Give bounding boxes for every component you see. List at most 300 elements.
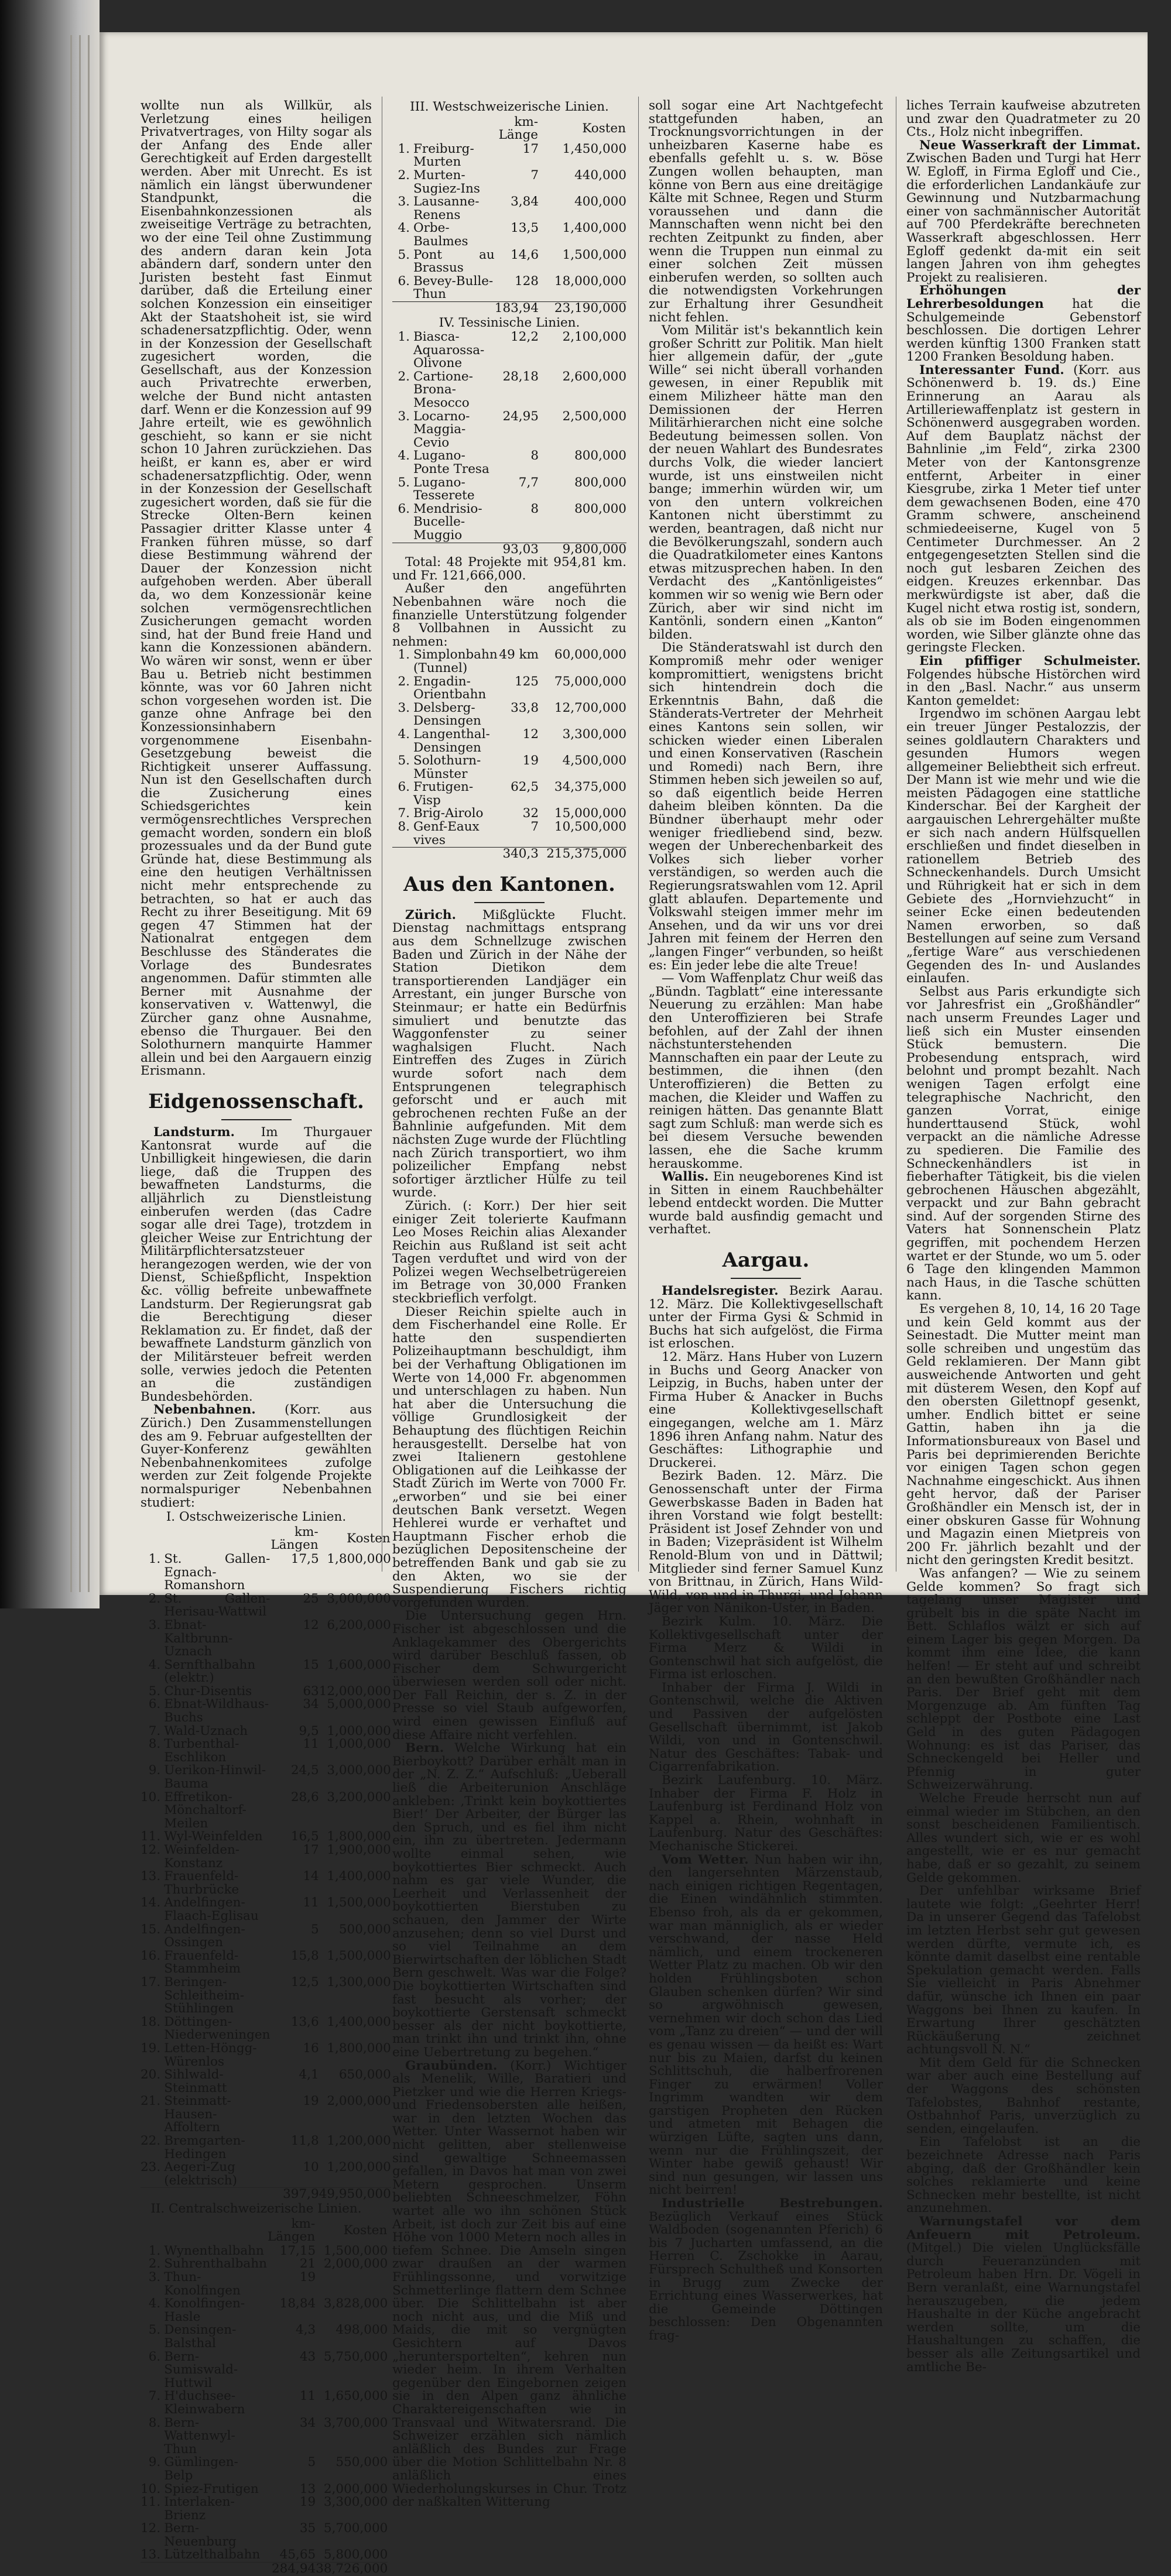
- row-km: 19: [299, 2495, 316, 2510]
- row-number: 7.: [148, 1723, 161, 1738]
- table-row: [392, 781, 626, 807]
- table-row: [141, 1685, 391, 1699]
- article-text: Bezirk Aarau. 12. März. Die Kollektivgesellschaft unter der Firma Gysi & Schmid in Buchs hat sich aufgelöst, die Firma ist erloschen.: [649, 1284, 883, 1352]
- row-number: 12.: [141, 2521, 161, 2536]
- table-row: [392, 728, 626, 754]
- table-row: [141, 1791, 391, 1831]
- row-km: 32: [522, 806, 539, 821]
- row-number: 21.: [141, 2094, 161, 2109]
- row-cost: 1,450,000: [562, 141, 626, 156]
- row-km: 7: [530, 819, 539, 835]
- row-km: 5: [311, 1922, 319, 1937]
- article-head: Neue Wasserkraft der Limmat.: [919, 138, 1141, 153]
- table-row: [141, 2351, 388, 2390]
- railway-name: Wyl-Weinfelden: [164, 1829, 263, 1844]
- row-km: 11: [303, 1737, 319, 1752]
- row-cost: 2,500,000: [562, 409, 626, 424]
- table-row: [141, 1619, 391, 1659]
- railway-table-west: [392, 115, 626, 315]
- row-km: 13: [299, 2481, 316, 2496]
- row-number: 2.: [148, 2256, 161, 2272]
- railway-name: Ebnat-Kaltbrunn-Uznach: [164, 1617, 233, 1659]
- row-km: 13,5: [511, 221, 539, 236]
- article-text: (Korr.) Wichtiger als Menelik, Wille, Baratieri und Pietzker und wie die Herren Kriegs- und Friedensobersten alle heißen, war in den letzten Wochen das Wetter. Unter Wassernot haben wir nicht gelitten, aber stellenweise sind gewaltige Schneemassen gefallen, in Davos hat man von zwei Metern gesprochen. Unserm beliebten Schneeschmelzer, Föhn wartet alle wo ihn schönen Stück Arbeit, ist doch zur Zeit bis auf eine Höhe von 1000 Metern noch alles in tiefem Schnee. Die Amseln singen zwar draußen an der warmen Frühlingssonne, und vorwitzige Schmetterlinge flattern dem Schnee über. Die Schlittelbahn ist aber noch nicht aus, und die Miß und Maids, die mit so vergnügten Gesichtern auf Davos „heruntersportelten“, kehren nun wieder heim. In ihrem Verhalten gegenüber den Eingebornen zeigen sie in den Alpen ganz ähnliche Charaktereigenschaften wie in Transvaal und Witwatersrand. Die Schweizer erzählen sich nämlich anläßlich des Bundes zur Frage über die Motion Schlittelbahn Nr. 8 anläßlich eines Wiederholungskurses in Chur. Trotz der naßkalten Witterung: [392, 2058, 626, 2510]
- railway-name: Brig-Airolo: [413, 806, 484, 821]
- article-paragraph: Welche Freude herrscht nun auf einmal wieder im Stübchen, an den sonst bescheidenen Familientisch. Alles wundert sich, wie er es wohl angestellt, wie er es nur gemacht habe, daß er so gezahlt, zu seinem Gelde gekommen.: [906, 1791, 1141, 1885]
- table-row: [141, 1844, 391, 1870]
- row-cost: 1,900,000: [327, 1843, 391, 1857]
- article-paragraph: [392, 1742, 626, 2059]
- row-cost: 1,500,000: [562, 247, 626, 262]
- row-number: 14.: [141, 1895, 161, 1910]
- railway-table-central: [141, 2217, 388, 2576]
- row-number: 10.: [141, 2481, 161, 2496]
- col-head-km: km-Längen: [271, 1524, 319, 1553]
- table-row: [141, 1976, 391, 2016]
- row-cost: 3,000,000: [327, 1763, 391, 1778]
- row-number: 18.: [141, 2014, 161, 2029]
- article-head: Wallis.: [662, 1169, 709, 1185]
- railway-name: Andelfingen-Ossingen: [164, 1922, 245, 1950]
- row-km: 8: [530, 448, 539, 464]
- row-cost: 1,200,000: [327, 2160, 391, 2175]
- row-number: 3.: [398, 409, 410, 424]
- row-number: 3.: [148, 2270, 161, 2285]
- newspaper-page: [100, 32, 1148, 2576]
- article-text: (Korr. aus Schönenwerd b. 19. ds.) Eine Erinnerung an Aarau als Artilleriewaffenplatz ist gestern in Schönenwerd ausgegraben worden. Auf dem Bauplatz nächst der Bahnlinie „im Feld“, zirka 2300 Meter von der Kantonsgrenze entfernt, Arbeiter in einer Kiesgrube, zirka 1 Meter tief unter dem gewachsenen Boden, eine 470 Gramm schwere, anscheinend schmiedeeiserne, Kugel von 5 Centimeter Durchmesser. An 2 entgegengesetzten Stellen sind die noch gut lesbaren Zeichen des eidgen. Kreuzes erkennbar. Das merkwürdigste ist aber, daß die Kugel nicht etwa rostig ist, sondern, als ob sie im Boden eingenommen worden, wie Silber glänzte ohne das geringste Flecken.: [906, 362, 1141, 656]
- railway-name: Beringen-Schleitheim-Stühlingen: [164, 1974, 245, 2016]
- railway-name: Spiez-Frutigen: [164, 2481, 259, 2496]
- railway-name: Suhrenthalbahn: [164, 2256, 267, 2272]
- row-cost: 1,800,000: [327, 1829, 391, 1844]
- table-row: [392, 331, 626, 371]
- table-row: [141, 2522, 388, 2548]
- row-cost: 1,200,000: [327, 2133, 391, 2149]
- row-cost: 10,500,000: [554, 819, 626, 835]
- railway-table-vollbahnen: [392, 649, 626, 861]
- row-cost: 1,400,000: [327, 1869, 391, 1884]
- railway-name: Turbenthal-Eschlikon: [164, 1737, 239, 1765]
- row-cost: 2,000,000: [323, 2256, 388, 2272]
- table-sum-row: 93,03 9,800,000: [392, 543, 626, 556]
- railway-name: Frauenfeld-Thurbrücke: [164, 1869, 239, 1897]
- railway-name: Lugano-Tesserete: [413, 475, 475, 503]
- row-number: 1.: [398, 141, 410, 156]
- article-paragraph: Die Ständeratswahl ist durch den Kompromiß mehr oder weniger kompromittiert, wenigstens bricht sich hintendrein doch die Erkenntnis Bahn, daß die Ständerats-Vertreter der Mehrheit eines Kantons sein sollen, wir schicken wieder einen Liberalen und einen Konservativen (Raschein und Romedi) nach Bern, ihre Stimmen heben sich jeweilen so auf, so daß eigentlich beide Herren daheim bleiben könnten. Da die Bündner überhaupt mehr oder weniger friedliebend sind, bezw. wegen der Unberechenbarkeit des Volkes sich lieber vorher verständigen, so werden auch die Regierungsratswahlen vom 12. April glatt ablaufen. Departemente und Volkswahl steigen immer mehr im Ansehen, und da wir uns vor drei Jahren mit feinem der Herren den „langen Finger“ verbunden, so heißt es: Ein jeder lebe die alte Treue!: [649, 640, 883, 973]
- article-paragraph: soll sogar eine Art Nachtgefecht stattgefunden haben, an Trocknungsvorrichtungen in der unheizbaren Kaserne habe es ebenfalls gefehlt u. s. w. Böse Zungen wollen behaupten, man könne von Bern aus eine dreitägige Kälte mit Schnee, Regen und Sturm voraussehen und dann die Mannschaften wenn nicht bei den rechten Zeitpunkt zu finden, aber wenn die Truppen nun einmal zu einer solchen Zeit müssen einberufen werden, so sollten auch die notwendigsten Vorkehrungen zur Erhaltung ihrer Gesundheit nicht fehlen.: [649, 98, 883, 325]
- railway-name: Cartione-Brona-Mesocco: [413, 369, 473, 411]
- row-number: 1.: [398, 647, 410, 663]
- row-number: 6.: [398, 273, 410, 289]
- col-head-km: km-Länge: [498, 114, 538, 143]
- railway-name: Locarno-Maggia-Cevio: [413, 409, 470, 450]
- article-paragraph: Es vergehen 8, 10, 14, 16 20 Tage und kein Geld kommt aus der Seinestadt. Die Mutter meint man solle schreiben und ungestüm das Geld reklamieren. Der Mann gibt ausweichende Antworten und geht mit düsterem Wesen, den Kopf auf den obersten Gilettnopf gesenkt, umher. Endlich bittet er seine Gattin, haben ihn ja die Informationsbureaux von Basel und Paris bei deprimierenden Berichte vor einigen Tagen schon gegen Nachnahme eingeschickt. Aus ihnen geht hervor, daß der Pariser Großhändler ein Mensch ist, der in einer obskuren Gasse für Wohnung und Magazin einen Mietpreis von 200 Fr. jährlich bezahlt und der nicht den geringsten Kredit besitzt.: [906, 1302, 1141, 1568]
- table-row: [141, 1738, 391, 1764]
- railway-name: Bern-Sumiswald-Huttwil: [164, 2349, 238, 2390]
- table-sum-row: 340,3 215,375,000: [392, 848, 626, 861]
- row-km: 14: [303, 1869, 319, 1884]
- row-number: 12.: [141, 1843, 161, 1857]
- row-km: 24,5: [290, 1763, 319, 1778]
- railway-name: Bern-Wattenwyl-Thun: [164, 2415, 235, 2457]
- row-cost: 2,000,000: [327, 2094, 391, 2109]
- table-row: [392, 702, 626, 728]
- article-paragraph: Dieser Reichin spielte auch in dem Fischerhandel eine Rolle. Er hatte den suspendierten Polizeihauptmann beschuldigt, ihm bei der Verhaftung Obligationen im Werte von 14,000 Fr. abgenommen und unterschlagen zu haben. Nun hat aber die Untersuchung die völlige Grundlosigkeit der Behauptung des flüchtigen Reichin herausgestellt. Derselbe hat von zwei Italienern gestohlene Obligationen auf die Leihkasse der Stadt Zürich im Werte von 7000 Fr. „erworben“ und sie bei einer deutschen Bank versetzt. Wegen Hehlerei wurde er verhaftet und Hauptmann Fischer erhob die bezüglichen Depositenscheine der betreffenden Bank und gab sie zu den Akten, wo sie der Suspendierung Fischers richtig vorgefunden wurden.: [392, 1304, 626, 1610]
- railway-name: Thun-Konolfingen: [164, 2270, 241, 2298]
- row-number: 22.: [141, 2133, 161, 2149]
- article-text: Ein neugeborenes Kind ist in Sitten in einem Rauchbehälter lebend entdeckt worden. Die Mutter wurde bald ausfindig gemacht und verhaftet.: [649, 1169, 884, 1237]
- row-km: 25: [303, 1591, 319, 1606]
- article-paragraph: [649, 1285, 883, 1351]
- railway-name: Orbe-Baulmes: [413, 221, 468, 249]
- article-paragraph: Vom Militär ist's bekanntlich kein großer Schritt zur Politik. Man hielt hier allgemein dafür, der „gute Wille“ sei nicht überall vorhanden gewesen, in einer Republik mit einem Milizheer hätte man den Demissionen der Herren Militärhierarchen nicht eine solche Bedeutung beimessen sollen. Von der neuen Wahlart des Bundesrates durchs Volk, die wieder lanciert wurde, ist uns einstweilen nicht bange; immerhin würden wir, um von den untern volkreichen Kantonen nicht überstimmt zu werden, beantragen, daß nicht nur die Bevölkerungszahl, sondern auch die Quadratkilometer eines Kantons etwas mitzusprechen haben. In den Verdacht des „Kantönligeistes“ kommen wir so wenig wie Bern oder Zürich, aber wir sind nicht im Kantönli, sondern einen „Kanton“ bilden.: [649, 323, 883, 642]
- col-head-cost: Kosten: [347, 1531, 391, 1546]
- article-text: Zwischen Baden und Turgi hat Herr W. Egloff, in Firma Egloff und Cie., die erforderlichen Landankäufe zur Gewinnung und Nutzbarmachung einer von sachmännischer Autorität auf 700 Pferdekräfte berechneten Wasserkraft abgeschlossen. Herr Egloff gedenkt da-mit ein seit langen Jahren von ihm gehegtes Projekt zu realisieren.: [906, 151, 1141, 285]
- row-number: 6.: [148, 2349, 161, 2364]
- row-cost: 1,000,000: [327, 1737, 391, 1752]
- row-cost: 60,000,000: [554, 647, 626, 663]
- table-row: [392, 476, 626, 503]
- row-km: 12: [303, 1617, 319, 1632]
- row-cost: 3,828,000: [323, 2296, 388, 2311]
- article-head: Handelsregister.: [662, 1284, 779, 1299]
- row-cost: 34,375,000: [554, 780, 626, 795]
- section-rule: [474, 902, 545, 903]
- row-km: 49 km: [499, 647, 539, 663]
- row-cost: 1,500,000: [323, 2243, 388, 2258]
- article-paragraph: Die Untersuchung gegen Hrn. Fischer ist abgeschlossen und die Anklagekammer des Obergerichts wird darüber Beschluß fassen, ob Fischer dem Schwurgericht überwiesen werden soll oder nicht. Der Fall Reichin, der s. Z. in der Presse so viel Staub aufgeworfen, wird einen gewissen Einfluß auf diese Affaire nicht verfehlen.: [392, 1608, 626, 1743]
- table-title: II. Centralschweizerische Linien.: [150, 2201, 362, 2217]
- table-row: [141, 2016, 391, 2042]
- article-paragraph: [141, 1126, 372, 1404]
- railway-name: Chur-Disentis: [164, 1683, 252, 1699]
- row-km: 15,8: [290, 1948, 319, 1963]
- article-paragraph: [649, 1854, 883, 2197]
- table-row: [141, 1698, 391, 1724]
- table-row: [141, 2324, 388, 2350]
- row-number: 5.: [398, 475, 410, 490]
- article-paragraph: Bezirk Baden. 12. März. Die Genossenschaft unter der Firma Gewerbskasse Baden in Baden hat ihren Vorstand wie folgt bestellt: Präsident ist Josef Zehnder von und in Baden; Vizepräsident ist Wilhelm Renold-Blum von und in Dättwil; Mitglieder sind ferner Samuel Kunz von Brittnau, in Zürich, Hans Wild-Wild, von und in Thurgi, und Johann Jäger von Nänikon-Uster, in Baden.: [649, 1469, 883, 1616]
- railway-name: Lützelthalbahn: [164, 2547, 261, 2563]
- railway-name: Effretikon-Mönchaltorf-Meilen: [164, 1789, 246, 1831]
- section-heading-kantone: Aus den Kantonen.: [403, 872, 615, 896]
- row-number: 5.: [148, 1683, 161, 1699]
- table-row: [141, 2095, 391, 2135]
- table-row: [392, 169, 626, 195]
- article-paragraph: [906, 655, 1141, 708]
- table-row: [141, 1553, 391, 1593]
- table-row: [392, 275, 626, 302]
- row-number: 4.: [398, 448, 410, 464]
- railway-name: Mendrisio-Bucelle-Muggio: [413, 501, 482, 543]
- article-paragraph: Bezirk Laufenburg. 10. März. Inhaber der Firma F. Holz in Laufenburg ist Ferdinand Holz von Kappel a. Rhein, wohnhaft in Laufenburg. Natur des Geschäftes: Mechanische Stickerei.: [649, 1773, 883, 1854]
- row-km: 17,15: [279, 2243, 316, 2258]
- row-cost: 5,800,000: [323, 2547, 388, 2563]
- row-number: 2.: [398, 369, 410, 384]
- railway-name: Wynenthalbahn: [164, 2243, 264, 2258]
- article-paragraph: Mit dem Geld für die Schnecken war aber auch eine Bestellung auf der Waggons des schönsten Tafelobstes, Bahnhof restante, Ostbahnhof Paris, unverzüglich zu senden, eingelaufen.: [906, 2055, 1141, 2136]
- row-number: 8.: [398, 819, 410, 835]
- row-number: 6.: [398, 780, 410, 795]
- railway-name: Pont au Brassus: [413, 247, 495, 276]
- table-row: [392, 410, 626, 450]
- row-cost: 1,400,000: [562, 221, 626, 236]
- row-number: 7.: [398, 806, 410, 821]
- row-cost: 498,000: [335, 2323, 388, 2338]
- railway-name: St. Gallen-Egnach-Romanshorn: [164, 1551, 271, 1593]
- column-2: [392, 100, 626, 2509]
- row-cost: 75,000,000: [554, 674, 626, 689]
- row-number: 1.: [148, 1551, 161, 1566]
- row-cost: 15,000,000: [554, 806, 626, 821]
- row-km: 62,5: [511, 780, 539, 795]
- article-head: Zürich.: [405, 907, 457, 922]
- railway-name: Andelfingen-Flaach-Eglisau: [164, 1895, 259, 1923]
- page-stack-line: [70, 35, 72, 1592]
- row-km: 11,8: [290, 2133, 319, 2149]
- railway-name: Langenthal-Densingen: [413, 726, 490, 755]
- row-km: 12,2: [511, 330, 539, 345]
- row-cost: 5,000,000: [327, 1697, 391, 1712]
- row-cost: 1,650,000: [323, 2389, 388, 2404]
- article-paragraph: Irgendwo im schönen Aargau lebt ein treuer Jünger Pestalozzis, der seines goldlautern Charakters und gesunden Humors wegen allgemeiner Beliebtheit sich erfreut. Der Mann ist wie mehr und wie die meisten Pädagogen eine stattliche Kinderschar. Bei der Kargheit der aargauischen Lehrergehälter mußte er sich nach andern Hülfsquellen erschließen und findet dieselben in rationellem Betrieb des Schneckenhandels. Durch Umsicht und Rührigkeit hat er sich in dem Gebiete des „Hornviehzucht“ in seiner Ecke einen bedeutenden Namen erworben, so daß Bestellungen auf seine zum Versand „fertige Ware“ aus verschiedenen Gegenden des In- und Auslandes einlaufen.: [906, 706, 1141, 986]
- row-number: 6.: [148, 1697, 161, 1712]
- table-row: [392, 503, 626, 543]
- table-title: I. Ostschweizerische Linien.: [166, 1510, 347, 1525]
- row-number: 16.: [141, 1948, 161, 1963]
- railway-name: Engadin-Orientbahn: [413, 674, 487, 702]
- row-cost: 500,000: [338, 1922, 391, 1937]
- section-heading-eidgenossenschaft: Eidgenossenschaft.: [148, 1089, 364, 1113]
- article-paragraph: Ein Tafelobst ist an die bezeichnete Adresse nach Paris abging, daß der Großhändler kein solches reklamierte und keine Schnecken mehr bestellte, ist nicht anzunehmen.: [906, 2135, 1141, 2216]
- table-row: [141, 2069, 391, 2095]
- railway-name: St. Gallen-Herisau-Wattwil: [164, 1591, 271, 1620]
- table-row: [392, 807, 626, 821]
- row-cost: 4,500,000: [562, 753, 626, 769]
- row-cost: 3,300,000: [323, 2495, 388, 2510]
- row-km: 17: [522, 141, 539, 156]
- railway-name: Densingen-Balsthal: [164, 2323, 237, 2351]
- row-km: 33,8: [511, 700, 539, 715]
- railway-name: Biasca-Aquarossa-Olivone: [413, 330, 485, 371]
- row-km: 5: [307, 2455, 316, 2470]
- table-row: [392, 249, 626, 275]
- article-paragraph: Selbst aus Paris erkundigte sich vor Jahresfrist ein „Großhändler“ nach unserm Freundes Lager und ließ sich ein Muster einsenden Stück bemustern. Die Probesendung entsprach, wird belohnt und prompt bezahlt. Nach wenigen Tagen erfolgt eine telegraphische Nachricht, den ganzen Vorrat, einige hunderttausend Stück, wohl verpackt an die nämliche Adresse zu spedieren. Die Familie des Schneckenhändlers ist in fieberhafter Tätigkeit, bis die vielen gebrochenen Häuschen abgezählt, verpackt und zur Bahn gebracht sind. Auf der sorgenden Stirne des Vaters hat Sonnenschein Platz gegriffen, mit pochendem Herzen wartet er der Stunde, wo um 5. oder 6 Tage den klingenden Mammon nach Haus, in die Tasche schütten kann.: [906, 984, 1141, 1304]
- article-head: Warnungstafel vor dem Anfeuern mit Petroleum.: [906, 2214, 1141, 2242]
- row-km: 8: [530, 501, 539, 516]
- railway-name: Lugano-Ponte Tresa: [413, 448, 489, 477]
- article-paragraph: wollte nun als Willkür, als Verletzung eines heiligen Privatvertrages, von Hilty sogar als der Anfang des Ende aller Gerechtigkeit auf Erden dargestellt werden. Aber mit Unrecht. Es ist nämlich ein längst überwundener Standpunkt, die Eisenbahnkonzessionen als zweiseitige Verträge zu betrachten, wo der eine Teil ohne Zustimmung des andern daran kein Jota abändern darf, sondern unter den Juristen besteht fast Einmut darüber, daß die Erteilung einer solchen Konzession ein einseitiger Akt der Staatshoheit ist, sie wird schadenersatzpflichtig. Oder, wenn in der Konzession der Gesellschaft zugesichert worden, die Gesellschaft, aus der Konzession auch Privatrechte erwerben, welche der Bund nicht antasten darf. Wenn er die Konzession auf 99 Jahre erteilt, wie es gewöhnlich geschieht, so kann er sie nicht schon 10 Jahren zurückziehen. Das heißt, er kann es, aber er wird schadenersatzpflichtig. Oder, wenn in der Konzession der Gesellschaft zugesichert worden, daß sie für die Strecke Olten-Bern keinen Passagier dritter Klasse unter 4 Franken führen müsse, so darf diese Bestimmung während der Dauer der Konzession nicht aufgehoben werden. Aber überall da, wo dem Konzessionär keine solchen vermögensrechtlichen Zusicherungen gemacht worden sind, hat der Bund freie Hand und kann die Konzessionen abändern. Wo wären wir sonst, wenn er über Bau u. Betrieb nicht bestimmen könnte, was vor 60 Jahren nicht schon vorgesehen worden ist. Die ganze ohne Anfrage bei den Konzessionsinhabern vorgenommene Eisenbahn-Gesetzgebung beweist die Richtigkeit unserer Auffassung. Nun ist den Gesellschaften durch die Zusicherung eines Schiedsgerichtes kein vermögensrechtliches Versprechen gemacht worden, sondern ein bloß prozessuales und da der Bund gute Gründe hat, diese Bestimmung als eine den heutigen Verhältnissen nicht mehr entsprechende zu betrachten, so hat er auch das Recht zu ihrer Beseitigung. Mit 69 gegen 47 Stimmen hat der Nationalrat entgegen dem Beschlusse des Ständerates die Vorlage des Bundesrates angenommen. Dafür stimmten alle Berner mit Ausnahme der konservativen v. Wattenwyl, die Zürcher ganz ohne Ausnahme, ebenso die Thurgauer. Bei den Solothurnern manquirte Hammer allein und bei den Aargauern einzig Erismann.: [141, 98, 372, 1079]
- row-number: 4.: [398, 726, 410, 742]
- section-heading-aargau: Aargau.: [722, 1248, 810, 1272]
- railway-name: Frutigen-Visp: [413, 780, 474, 808]
- row-number: 1.: [148, 2243, 161, 2258]
- row-cost: 800,000: [574, 475, 626, 490]
- article-paragraph: [649, 2197, 883, 2343]
- col-head-km: km-Längen: [267, 2216, 316, 2245]
- table-row: [392, 222, 626, 248]
- row-number: 6.: [398, 501, 410, 516]
- table-row: [141, 2456, 388, 2482]
- row-cost: 12,700,000: [554, 700, 626, 715]
- railway-name: Delsberg-Densingen: [413, 700, 481, 729]
- row-number: 8.: [148, 1737, 161, 1752]
- row-cost: 800,000: [574, 448, 626, 464]
- row-number: 11.: [141, 1829, 161, 1844]
- article-text: Im Thurgauer Kantonsrat wurde auf die Unbilligkeit hingewiesen, die darin liege, daß die Truppen des bewaffneten Landsturms, die alljährlich zu Dienstleistung einberufen werden (das Cadre sogar alle drei Tage), trotzdem in gleicher Weise zur Entrichtung der Militärpflichtersatzsteuer herangezogen werden, wie der von Dienst, Schießpflicht, Inspektion &c. völlig befreite unbewaffnete Landsturm. Der Regierungsrat gab die Berechtigung dieser Reklamation zu. Er findet, daß der bewaffnete Landsturm gänzlich von der Militärsteuer befreit werden solle, verwies jedoch die Petenten an die zuständigen Bundesbehörden.: [141, 1124, 372, 1404]
- article-text: Welche Wirkung hat ein Bierboykott? Darüber erhält man in der „N. Z. Z.“ Aufschluß: „Ueberall ließ die Arbeiterunion Anschläge ankleben: ‚Trinkt kein boykottiertes Bier!‘ Der Arbeiter, der Bürger las den Spruch, und es fiel ihm nicht ein, ihn zu übertreten. Jedermann wollte einmal sehen, wie boykottiertes Bier schmeckt. Auch nahm es gar viele Wunder, die Leerheit und Verlassenheit der boykottierten Bierstuben zu schauen, den Jammer der Wirte anzusehen; denn so viel Durst und so viel Teilnahme an dem Bierwirtschaften der löblichen Stadt Bern geschwelt. Was war die Folge? Die boykottierten Wirtschaften sind fast besucht als vorher; der boykottierte Gerstensaft schmeckt besser als der nicht boykottierte, man trinkt ihn und trinkt ihn, ohne eine Uebertretung zu begehen.“: [392, 1741, 626, 2060]
- railway-name: Konolfingen-Hasle: [164, 2296, 245, 2324]
- table-row: [141, 1830, 391, 1844]
- railway-name: Uerikon-Hinwil-Bauma: [164, 1763, 266, 1792]
- railway-name: Freiburg-Murten: [413, 141, 474, 170]
- railway-name: Solothurn-Münster: [413, 753, 481, 781]
- row-number: 17.: [141, 1974, 161, 1990]
- article-paragraph: Der unfehlbar wirksame Brief lautete wie folgt: „Geehrter Herr! Da in unserer Gegend das Tafelobst im letzten Herbst sehr gut gewesen werden dürfte, vermute ich, es könnte damit daselbst eine rentable Spekulation gemacht werden. Falls Sie vielleicht in Paris Abnehmer dafür, wünsche ich Ihnen ein paar Waggons bei Ihnen zu kaufen. In Erwartung Ihrer geschätzten Rückäußerung zeichnet achtungsvoll N. N.“: [906, 1884, 1141, 2057]
- railway-name: Steinmatt-Hausen-Affoltern: [164, 2094, 231, 2135]
- table-row: [141, 2271, 388, 2297]
- row-number: 8.: [148, 2415, 161, 2430]
- section-rule: [731, 1278, 801, 1279]
- row-km: 4,3: [296, 2323, 316, 2338]
- article-head: Erhöhungen der Lehrerbesoldungen: [906, 283, 1141, 311]
- row-number: 23.: [141, 2160, 161, 2175]
- row-km: 7,7: [518, 475, 539, 490]
- article-paragraph: — Vom Waffenplatz Chur weiß das „Bündn. Tagblatt“ eine interessante Neuerung zu erzählen: Man habe den Unteroffizieren bei Strafe befohlen, auf der Zahl der ihnen nächstunterstehenden Mannschaften ein paar der Leute zu bestimmen, die ihnen (den Unteroffizieren) die Betten zu machen, die Kleider und Waffen zu reinigen hätten. Das genannte Blatt sagt zum Schluß: man werde sich es bei diesem Versuche bewenden lassen, ehe die Sache krumm herauskomme.: [649, 971, 883, 1171]
- table-row: [392, 195, 626, 222]
- row-km: 10: [303, 2160, 319, 2175]
- article-head: Landsturm.: [153, 1124, 235, 1140]
- row-km: 128: [514, 273, 539, 289]
- row-cost: 550,000: [335, 2455, 388, 2470]
- row-cost: 1,600,000: [327, 1657, 391, 1672]
- page-stack-line: [88, 35, 90, 1592]
- row-number: 2.: [148, 1591, 161, 1606]
- col-head-cost: Kosten: [343, 2222, 388, 2238]
- railway-name: Ebnat-Wildhaus-Buchs: [164, 1697, 269, 1726]
- table-row: [392, 143, 626, 169]
- table-row: [141, 1725, 391, 1738]
- row-km: 24,95: [502, 409, 539, 424]
- table-row: [392, 821, 626, 848]
- article-paragraph: [906, 364, 1141, 655]
- table-row: [392, 649, 626, 675]
- row-cost: 3,000,000: [327, 1591, 391, 1606]
- row-number: 3.: [398, 700, 410, 715]
- row-cost: 3,300,000: [562, 726, 626, 742]
- table-row: [392, 754, 626, 781]
- article-paragraph: [906, 284, 1141, 364]
- scan-book-edge: [0, 0, 100, 1608]
- row-cost: 2,600,000: [562, 369, 626, 384]
- row-km: 9,5: [299, 1723, 319, 1738]
- table-row: [141, 2161, 391, 2188]
- table-row: [141, 1593, 391, 1619]
- row-cost: 1,800,000: [327, 1551, 391, 1566]
- railway-name: Genf-Eaux vives: [413, 819, 480, 848]
- railway-name: Bevey-Bulle-Thun: [413, 273, 494, 302]
- row-km: 11: [303, 1895, 319, 1910]
- row-number: 19.: [141, 2040, 161, 2056]
- column-4: [906, 100, 1141, 2374]
- railway-name: Bern-Neuenburg: [164, 2521, 237, 2549]
- article-text: hat die Schulgemeinde Gebenstorf beschlossen. Die dortigen Lehrer werden künftig 1300 Franken statt 1200 Franken Besoldung haben.: [906, 296, 1141, 365]
- article-paragraph: Außer den angeführten Nebenbahnen wäre noch die finanzielle Unterstützung folgender 8 Vollbahnen in Aussicht zu nehmen:: [392, 581, 626, 649]
- row-number: 2.: [398, 674, 410, 689]
- article-paragraph: [392, 2060, 626, 2509]
- table-row: [141, 2483, 388, 2496]
- row-number: 4.: [148, 1657, 161, 1672]
- row-km: 35: [299, 2521, 316, 2536]
- railway-name: Weinfelden-Konstanz: [164, 1843, 240, 1871]
- article-paragraph: [906, 139, 1141, 285]
- row-km: 16,5: [290, 1829, 319, 1844]
- article-paragraph: Inhaber der Firma J. Wildi in Gontenschwil, welche die Aktiven und Passiven der aufgelösten Gesellschaft übernimmt, ist Jakob Wildi, von und in Gontenschwil. Natur des Geschäftes: Tabak- und Cigarrenfabrikation.: [649, 1680, 883, 1775]
- article-head: Graubünden.: [405, 2058, 498, 2073]
- article-text: Mißglückte Flucht. Dienstag nachmittags entsprang aus dem Schnellzuge zwischen Baden und Zürich in der Nähe der Station Dietikon dem transportierenden Landjäger ein Arrestant, ein junger Bursche von Steinmaur; er hatte ein Bedürfnis simuliert und benutzte das Waggonfenster zu seiner waghalsigen Flucht. Nach Eintreffen des Zuges in Zürich wurde sofort nach dem Entsprungenen telegraphisch geforscht und er auch mit gebrochenen rechten Fuße an der Bahnlinie aufgefunden. Mit dem nächsten Zuge wurde der Flüchtling nach Zürich transportiert, wo ihm polizeilicher Empfang nebst sofortiger ärztlicher Hülfe zu teil wurde.: [392, 907, 626, 1200]
- table-title: IV. Tessinische Linien.: [439, 315, 580, 330]
- row-km: 7: [530, 167, 539, 183]
- railway-name: Lausanne-Renens: [413, 194, 480, 222]
- article-paragraph: Bezirk Kulm. 10. März. Die Kollektivgesellschaft unter der Firma Merz & Wildi in Gontenschwil hat sich aufgelöst, die Firma ist erloschen.: [649, 1614, 883, 1682]
- row-cost: 6,200,000: [327, 1617, 391, 1632]
- table-row: [392, 675, 626, 702]
- article-head: Bern.: [405, 1741, 444, 1756]
- col-head-cost: Kosten: [582, 121, 626, 136]
- table-row: [141, 1923, 391, 1950]
- article-paragraph: [141, 1404, 372, 1510]
- table-row: [141, 2258, 388, 2271]
- article-text: Nun haben wir ihn, den langersehnten Märzenstaub, nach einigen richtigen Regentagen, die Einen windähnlich stimmten. Ebenso froh, als da er gekommen, war man männiglich, als er wieder verschwand, der nasse Held nämlich, und einem trockeneren Wetter Platz zu machen. Ob wir den holden Frühlingsboten schon Glauben schenken dürfen? Wir sind so argwöhnisch gewesen, vernehmen wir doch schon das Lied vom „Tanz zu dreien“ — und der will es genau wissen — da heißt es: Wart nur bis zu Maien, darfst du keinen Schlittschuh, die halberfrorenen Finger zu erwärmen! Voller Ingrimm wandten wir dem garstigen Propheten den Rücken und atmeten mit Behagen die würzigen Lüfte, sagten uns dann, wenn nur die Frühlingszeit, der Winter habe gewiß gehaust! Wir sind nun gesungen, wir lassen uns nicht beirren!: [649, 1852, 884, 2198]
- row-number: 3.: [148, 1617, 161, 1632]
- table-title: III. Westschweizerische Linien.: [410, 100, 609, 114]
- article-paragraph: Was anfangen? — Wie zu seinem Gelde kommen? So fragt sich tagelang unser Magister und grübelt bis in die späte Nacht im Bett. Schlaflos wälzt er sich auf einem Lager bis gegen Morgen. Da kommt ihm eine Idee, die kann helfen! — Er steht auf und schreibt an den bewußten Großhändler nach Paris. Der Brief geht mit dem Morgenzuge ab. Am fünften Tag schleppt der Postbote eine Last Geld in des guten Pädagogen Wohnung: es ist das Pariser, das Schneckengeld bei Heller und Pfennig in guter Schweizerwährung.: [906, 1566, 1141, 1793]
- row-number: 1.: [398, 330, 410, 345]
- row-km: 15: [303, 1657, 319, 1672]
- row-km: 125: [514, 674, 539, 689]
- table-row: [141, 1870, 391, 1896]
- row-number: 5.: [148, 2323, 161, 2338]
- table-row: [141, 2417, 388, 2457]
- row-km: 28,18: [502, 369, 539, 384]
- table-row: [392, 371, 626, 410]
- row-km: 11: [299, 2389, 316, 2404]
- article-paragraph: [906, 2215, 1141, 2374]
- row-km: 12,5: [290, 1974, 319, 1990]
- total-line: Total: 48 Projekte mit 954,81 km. und Fr. 121,666,000.: [392, 555, 626, 583]
- article-head: Ein pfiffiger Schulmeister.: [919, 653, 1141, 668]
- row-number: 3.: [398, 194, 410, 210]
- row-number: 7.: [148, 2389, 161, 2404]
- row-km: 28,6: [290, 1789, 319, 1805]
- table-sum-row: 284,94 38,726,000: [141, 2563, 388, 2576]
- article-paragraph: 12. März. Hans Huber von Luzern in Buchs und Georg Anacker von Leipzig, in Buchs, haben unter der Firma Huber & Anacker in Buchs eine Kollektivgesellschaft eingegangen, welche am 1. März 1896 ihren Anfang nahm. Natur des Geschäftes: Lithographie und Druckerei.: [649, 1350, 883, 1470]
- row-km: 13,6: [290, 2014, 319, 2029]
- row-km: 16: [303, 2040, 319, 2056]
- article-head: Interessanter Fund.: [919, 362, 1064, 378]
- railway-name: Letten-Höngg-Würenlos: [164, 2040, 257, 2069]
- row-km: 19: [299, 2270, 316, 2285]
- row-km: 21: [299, 2256, 316, 2272]
- section-rule: [221, 1119, 292, 1120]
- railway-table-tessin: [392, 331, 626, 556]
- row-km: 17: [303, 1843, 319, 1857]
- row-cost: 5,700,000: [323, 2521, 388, 2536]
- row-number: 5.: [398, 247, 410, 262]
- row-km: 43: [299, 2349, 316, 2364]
- row-number: 2.: [398, 167, 410, 183]
- table-row: [141, 2390, 388, 2416]
